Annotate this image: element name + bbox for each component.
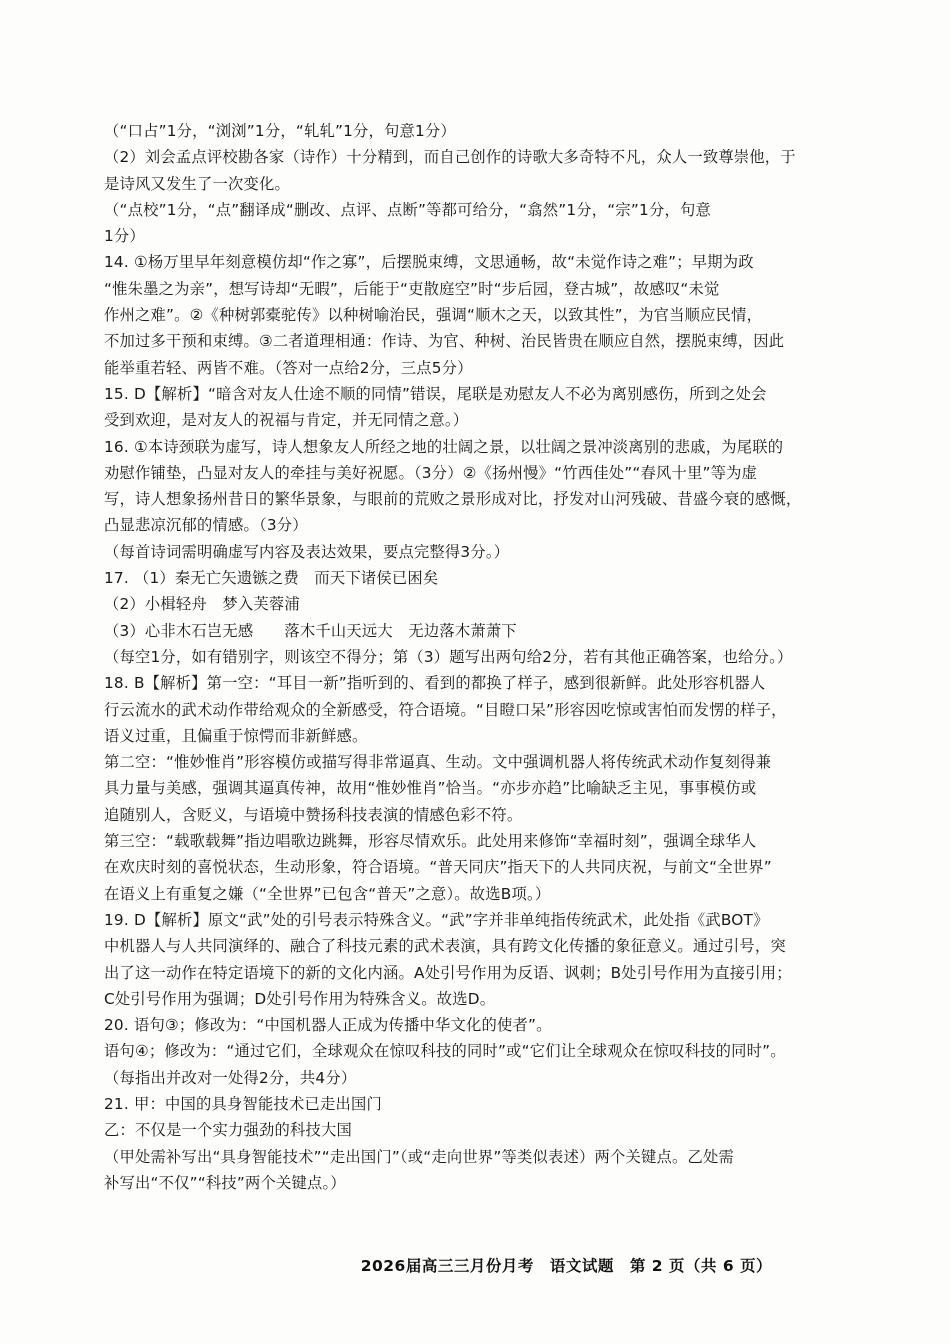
text-line: 14. ①杨万里早年刻意模仿却“作之寡”，后摆脱束缚，文思通畅，故“未觉作诗之难”；早期为政 [104,253,754,272]
text-line: （2）小楫轻舟 梦入芙蓉浦 [104,595,300,614]
text-line: 劝慰作铺垫，凸显对友人的牵挂与美好祝愿。（3分）②《扬州慢》“竹西佳处”“春风十里”等为虚 [104,463,758,482]
text-line: 18. B【解析】第一空：“耳目一新”指听到的、看到的都换了样子，感到很新鲜。此处形容机器人 [104,674,766,693]
text-line: 17. （1）秦无亡矢遗镞之费 而天下诸侯已困矣 [104,569,439,588]
text-line: “惟朱墨之为亲”，想写诗却“无暇”，后能于“吏散庭空”时“步后园，登古城”，故感叹“未觉 [104,279,720,298]
text-line: 不加过多干预和束缚。③二者道理相通：作诗、为官、种树、治民皆贵在顺应自然，摆脱束缚，因此 [104,332,785,351]
text-line: 15. D【解析】“暗含对友人仕途不顺的同情”错误，尾联是劝慰友人不必为离别感伤，所到之处会 [104,384,767,403]
text-line: （3）心非木石岂无感 落木千山天远大 无边落木萧萧下 [104,621,517,640]
text-line: 中机器人与人共同演绎的、融合了科技元素的武术表演，具有跨文化传播的象征意义。通过引号，突 [104,937,786,956]
text-line: （“口占”1分，“浏浏”1分，“轧轧”1分，句意1分） [104,122,456,140]
text-line: 20. 语句③；修改为：“中国机器人正成为传播中华文化的使者”。 [104,1016,552,1035]
text-line: 语句④；修改为：“通过它们，全球观众在惊叹科技的同时”或“它们让全球观众在惊叹科技的同时”。 [104,1042,786,1061]
text-line: 第二空：“惟妙惟肖”形容模仿或描写得非常逼真、生动。文中强调机器人将传统武术动作复刻得兼 [104,753,772,772]
text-line: 作州之难”。②《种树郭橐驼传》以种树喻治民，强调“顺木之天，以致其性”，为官当顺应民情， [104,306,763,325]
text-line: 具力量与美感，强调其逼真传神，故用“惟妙惟肖”恰当。“亦步亦趋”比喻缺乏主见，事事模仿或 [104,779,757,798]
text-line: （2）刘会孟点评校勘各家（诗作）十分精到，而自己创作的诗歌大多奇特不凡，众人一致尊崇他，于 [104,148,796,167]
text-line: 乙：不仅是一个实力强劲的科技大国 [104,1121,352,1140]
text-line: （每首诗词需明确虚写内容及表达效果，要点完整得3分。） [104,542,510,561]
text-line: 写，诗人想象扬州昔日的繁华景象，与眼前的荒败之景形成对比，抒发对山河残破、昔盛今衰的感慨， [104,490,802,509]
text-line: C处引号作用为强调；D处引号作用为特殊含义。故选D。 [104,989,496,1008]
text-line: 补写出“不仅”“科技”两个关键点。） [104,1173,346,1192]
text-line: 1分） [104,227,145,246]
text-line: 19. D【解析】原文“武”处的引号表示特殊含义。“武”字并非单纯指传统武术，此处指《武BOT》 [104,910,769,929]
text-line: （甲处需补写出“具身智能技术”“走出国门”（或“走向世界”等类似表述）两个关键点。乙处需 [104,1147,734,1166]
text-line: 凸显悲凉沉郁的情感。（3分） [104,516,308,535]
text-line: 第三空：“载歌载舞”指边唱歌边跳舞，形容尽情欢乐。此处用来修饰“幸福时刻”，强调全球华人 [104,832,757,851]
text-line: 在欢庆时刻的喜悦状态，生动形象，符合语境。“普天同庆”指天下的人共同庆祝，与前文“全世界” [104,858,772,877]
text-line: 追随别人，含贬义，与语境中赞扬科技表演的情感色彩不符。 [104,805,523,824]
text-line: 16. ①本诗颈联为虚写，诗人想象友人所经之地的壮阔之景，以壮阔之景冲淡离别的悲戚，为尾联的 [104,437,784,456]
answer-text-body [104,118,856,1196]
text-line: 出了这一动作在特定语境下的新的文化内涵。A处引号作用为反语、讽刺；B处引号作用为直接引用； [104,963,792,982]
text-line: 是诗风又发生了一次变化。 [104,174,290,193]
text-line: 语义过重，且偏重于惊愕而非新鲜感。 [104,726,368,745]
text-line: 能举重若轻、两皆不难。（答对一点给2分，三点5分） [104,358,473,377]
page-footer: 2026届高三三月份月考 语文试题 第 2 页（共 6 页） [360,1257,772,1275]
text-line: 在语义上有重复之嫌（“全世界”已包含“普天”之意）。故选B项。） [104,884,551,903]
text-line: （每指出并改对一处得2分，共4分） [104,1068,357,1087]
text-line: 21. 甲：中国的具身智能技术已走出国门 [104,1094,382,1113]
text-line: （每空1分，如有错别字，则该空不得分；第（3）题写出两句给2分，若有其他正确答案，也给分。） [104,647,793,666]
text-line: 受到欢迎，是对友人的祝福与肯定，并无同情之意。） [104,411,469,430]
text-line: （“点校”1分，“点”翻译成“删改、点评、点断”等都可给分，“翕然”1分，“宗”1分，句意 [104,200,711,219]
text-line: 行云流水的武术动作带给观众的全新感受，符合语境。“目瞪口呆”形容因吃惊或害怕而发愣的样子， [104,700,787,719]
